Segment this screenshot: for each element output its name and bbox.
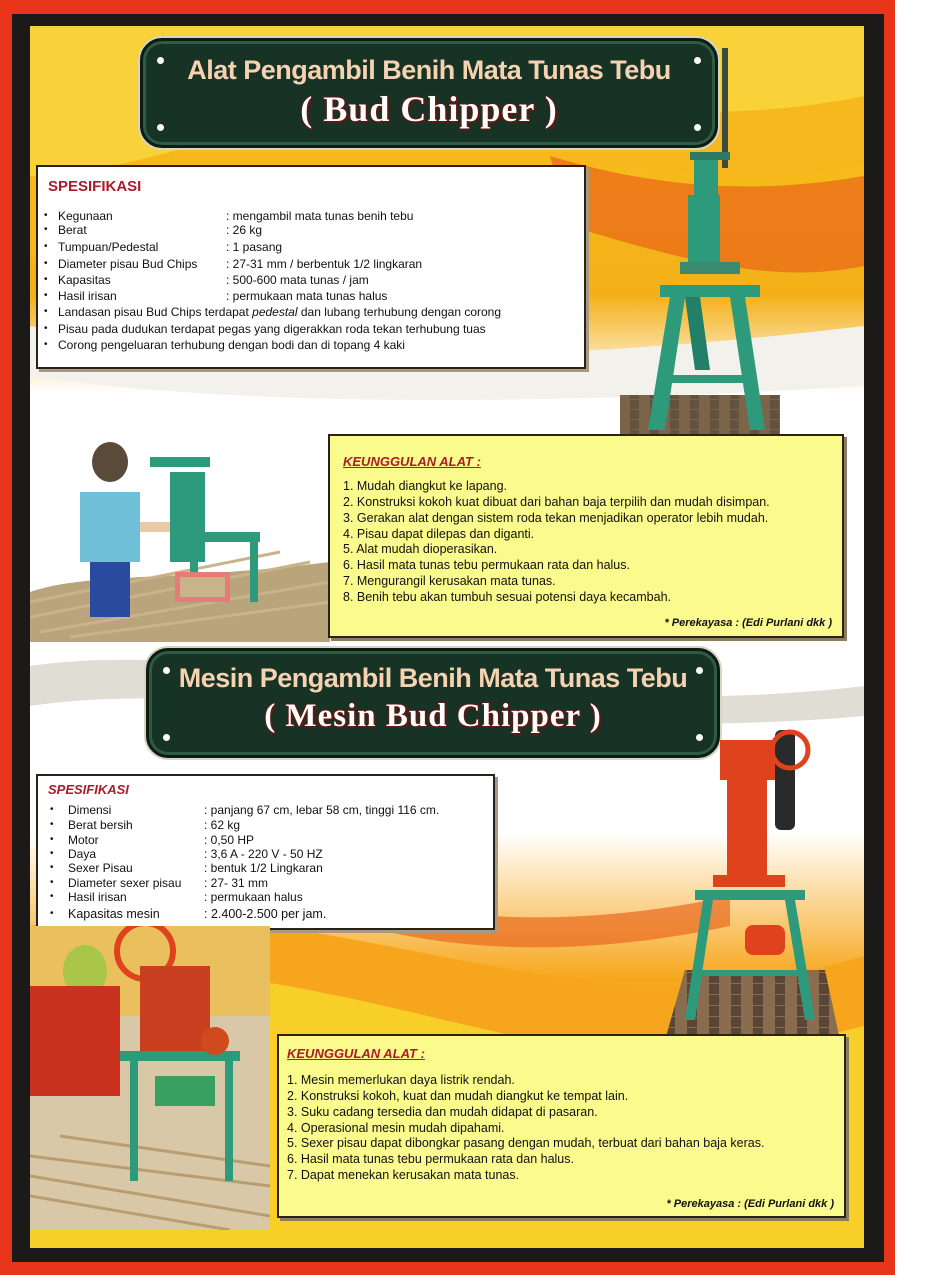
- advantage-item: 6. Hasil mata tunas tebu permukaan rata dan halus.: [343, 558, 630, 572]
- bullet-icon: •: [50, 834, 54, 845]
- spec-value: : 27- 31 mm: [204, 876, 269, 890]
- advantage-item: 4. Operasional mesin mudah dipahami.: [287, 1121, 505, 1135]
- spec-value: : panjang 67 cm, lebar 58 cm, tinggi 116 cm.: [204, 803, 440, 817]
- operator-photo-2: [30, 926, 270, 1230]
- spec-label: Kapasitas mesin: [68, 907, 160, 921]
- advantage-item: 8. Benih tebu akan tumbuh sesuai potensi daya kecambah.: [343, 590, 671, 604]
- spec-label: Sexer Pisau: [68, 861, 133, 875]
- advantage-item: 5. Alat mudah dioperasikan.: [343, 542, 498, 556]
- spec-label: Diameter pisau Bud Chips: [58, 257, 198, 271]
- bullet-icon: •: [44, 258, 48, 269]
- spec-label: Kegunaan: [58, 209, 113, 223]
- bullet-icon: •: [44, 323, 48, 334]
- advantage-item: 6. Hasil mata tunas tebu permukaan rata dan halus.: [287, 1152, 574, 1166]
- bullet-icon: •: [44, 210, 48, 221]
- spec-label: Dimensi: [68, 803, 112, 817]
- spec-label: Diameter sexer pisau: [68, 876, 182, 890]
- motorized-bud-chipper-photo: [665, 720, 845, 1040]
- spec-value: : bentuk 1/2 Lingkaran: [204, 861, 323, 875]
- spec-value: : 500-600 mata tunas / jam: [226, 273, 369, 287]
- bullet-icon: •: [50, 804, 54, 815]
- bullet-icon: •: [50, 819, 54, 830]
- advantage-item: 2. Konstruksi kokoh kuat dibuat dari bahan baja terpilih dan mudah disimpan.: [343, 495, 770, 509]
- spec-value: : 1 pasang: [226, 240, 283, 254]
- bullet-icon: •: [50, 877, 54, 888]
- spec-value: : permukaan mata tunas halus: [226, 289, 388, 303]
- bullet-icon: •: [50, 908, 54, 919]
- spec-note: Corong pengeluaran terhubung dengan bodi dan di topang 4 kaki: [58, 338, 405, 352]
- advantage-item: 2. Konstruksi kokoh, kuat dan mudah diangkut ke tempat lain.: [287, 1089, 629, 1103]
- section1-spec-box: [36, 165, 586, 369]
- section1-title-line2: ( Bud Chipper ): [300, 89, 558, 129]
- manual-bud-chipper-photo: [610, 40, 780, 440]
- section2-title-plaque: [146, 648, 720, 758]
- section1-advantages-box: [328, 434, 844, 638]
- section2-advantages-title: KEUNGGULAN ALAT :: [287, 1046, 425, 1061]
- spec-value: : 3,6 A - 220 V - 50 HZ: [204, 847, 323, 861]
- section1-credit: * Perekayasa : (Edi Purlani dkk ): [664, 617, 832, 629]
- spec-value: : 62 kg: [204, 818, 241, 832]
- advantage-item: 7. Dapat menekan kerusakan mata tunas.: [287, 1168, 520, 1182]
- bullet-icon: •: [50, 848, 54, 859]
- spec-label: Hasil irisan: [68, 890, 127, 904]
- spec-label: Tumpuan/Pedestal: [58, 240, 159, 254]
- bullet-icon: •: [44, 274, 48, 285]
- operator-photo-1: [30, 432, 330, 642]
- section1-title-line1: Alat Pengambil Benih Mata Tunas Tebu: [187, 55, 671, 85]
- section2-spec-title: SPESIFIKASI: [48, 782, 129, 797]
- section2-advantages-box: [277, 1034, 846, 1218]
- section1-spec-title: SPESIFIKASI: [48, 178, 142, 195]
- advantage-item: 3. Gerakan alat dengan sistem roda tekan menjadikan operator lebih mudah.: [343, 511, 769, 525]
- section2-title-line1: Mesin Pengambil Benih Mata Tunas Tebu: [178, 663, 688, 693]
- section2-title-line2: ( Mesin Bud Chipper ): [264, 698, 602, 734]
- spec-label: Kapasitas: [58, 273, 111, 287]
- bullet-icon: •: [44, 224, 48, 235]
- advantage-item: 4. Pisau dapat dilepas dan diganti.: [343, 527, 535, 541]
- spec-note: Pisau pada dudukan terdapat pegas yang digerakkan roda tekan terhubung tuas: [58, 322, 486, 336]
- bullet-icon: •: [44, 290, 48, 301]
- spec-value: : 26 kg: [226, 223, 263, 237]
- spec-label: Berat bersih: [68, 818, 133, 832]
- bullet-icon: •: [44, 241, 48, 252]
- spec-label: Daya: [68, 847, 97, 861]
- spec-note: Landasan pisau Bud Chips terdapat pedestal dan lubang terhubung dengan corong: [58, 305, 502, 319]
- section2-spec-box: [36, 774, 495, 930]
- spec-value: : 27-31 mm / berbentuk 1/2 lingkaran: [226, 257, 423, 271]
- spec-value: : mengambil mata tunas benih tebu: [226, 209, 414, 223]
- advantage-item: 1. Mesin memerlukan daya listrik rendah.: [287, 1073, 515, 1087]
- bullet-icon: •: [44, 339, 48, 350]
- advantage-item: 1. Mudah diangkut ke lapang.: [343, 479, 508, 493]
- spec-label: Motor: [68, 833, 99, 847]
- advantage-item: 7. Mengurangil kerusakan mata tunas.: [343, 574, 556, 588]
- section2-credit: * Perekayasa : (Edi Purlani dkk ): [666, 1198, 834, 1210]
- bullet-icon: •: [50, 862, 54, 873]
- bullet-icon: •: [44, 306, 48, 317]
- spec-value: : 2.400-2.500 per jam.: [204, 907, 327, 921]
- bullet-icon: •: [50, 891, 54, 902]
- advantage-item: 5. Sexer pisau dapat dibongkar pasang dengan mudah, terbuat dari bahan baja keras.: [287, 1136, 765, 1150]
- advantage-item: 3. Suku cadang tersedia dan mudah didapat di pasaran.: [287, 1105, 598, 1119]
- spec-value: : 0,50 HP: [204, 833, 255, 847]
- spec-value: : permukaan halus: [204, 890, 303, 904]
- section1-advantages-title: KEUNGGULAN ALAT :: [343, 454, 481, 469]
- spec-label: Berat: [58, 223, 87, 237]
- spec-label: Hasil irisan: [58, 289, 117, 303]
